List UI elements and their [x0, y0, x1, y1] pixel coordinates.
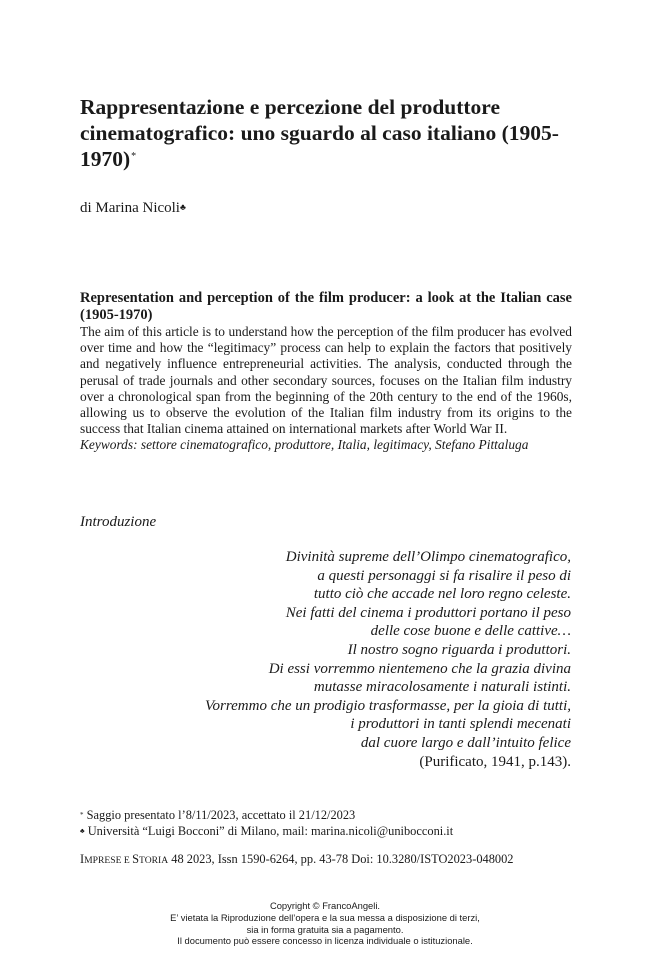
epigraph-line: Vorremmo che un prodigio trasformasse, per la gioia di tutti,: [205, 697, 571, 714]
abstract-section: [80, 290, 572, 454]
copyright-notice: [0, 900, 650, 947]
footnote-affiliation: [80, 823, 580, 839]
epigraph-citation: (Purificato, 1941, p.143).: [419, 753, 571, 770]
footnote-marker-asterisk: *: [80, 811, 84, 819]
author-name: di Marina Nicoli: [80, 200, 180, 216]
author-line: [80, 198, 186, 218]
copyright-line: Copyright © FrancoAngeli.: [269, 900, 381, 911]
abstract-keywords: Keywords: settore cinematografico, produttore, Italia, legitimacy, Stefano Pittaluga: [80, 437, 529, 453]
journal-name-part: MPRESE E: [84, 855, 133, 866]
author-footnote-marker: ♣: [179, 202, 186, 212]
journal-citation-line: [80, 851, 580, 869]
journal-details: 48 2023, Issn 1590-6264, pp. 43-78 Doi: 10.3280/ISTO2023-048002: [168, 852, 514, 866]
epigraph-line: i produttori in tanti splendi mecenati: [350, 716, 571, 733]
epigraph-line: Divinità supreme dell’Olimpo cinematografico,: [285, 549, 571, 565]
title-footnote-marker: *: [131, 151, 137, 162]
footnote-affiliation-text: Università “Luigi Bocconi” di Milano, mail: marina.nicoli@unibocconi.it: [87, 824, 454, 838]
epigraph-line: mutasse miracolosamente i naturali istinti.: [313, 679, 571, 696]
journal-name-part: TORIA: [139, 855, 169, 866]
copyright-line: sia in forma gratuita sia a pagamento.: [246, 923, 404, 935]
epigraph-line: dal cuore largo e dall’intuito felice: [360, 734, 571, 751]
copyright-line: Il documento può essere concesso in licenza individuale o istituzionale.: [177, 935, 473, 947]
footnote-submission: [80, 807, 580, 823]
footnote-submission-text: Saggio presentato l’8/11/2023, accettato il 21/12/2023: [86, 808, 356, 822]
footnote-marker-club: ♣: [80, 827, 85, 835]
journal-name-part: S: [132, 852, 140, 866]
epigraph-line: a questi personaggi si fa risalire il peso di: [317, 567, 571, 584]
footnotes: [80, 807, 580, 839]
epigraph-line: Il nostro sogno riguarda i produttori.: [347, 641, 571, 658]
abstract-title: Representation and perception of the film producer: a look at the Italian case (1905-1970): [80, 290, 572, 323]
epigraph-line: tutto ciò che accade nel loro regno celeste.: [313, 586, 571, 603]
epigraph-quote: [150, 548, 571, 771]
epigraph-line: Di essi vorremmo nientemeno che la grazia divina: [268, 660, 571, 677]
copyright-line: E’ vietata la Riproduzione dell’opera e la sua messa a disposizione di terzi,: [170, 911, 480, 923]
section-heading-introduzione: Introduzione: [80, 514, 157, 530]
journal-name-part: I: [80, 852, 85, 866]
article-title: [80, 94, 580, 172]
abstract-body: The aim of this article is to understand how the perception of the film producer has evolved over time and how the “legitimacy” process can help to explain the factors that positively and negatively influence entrepreneurial activities. The analysis, conducted through the perusal of trade journals and other secondary sources, focuses on the Italian film industry over a chronological span from the beginning of the 20th century to the end of the 1960s, allowing us to observe the evolution of the Italian film industry from its origins to the success that Italian cinema attained on international markets after World War II.: [80, 324, 572, 437]
epigraph-line: delle cose buone e delle cattive…: [370, 623, 571, 640]
article-title-text: Rappresentazione e percezione del produttore cinematografico: uno sguardo al caso italiano (1905-1970): [80, 95, 559, 171]
epigraph-line: Nei fatti del cinema i produttori portano il peso: [285, 604, 571, 621]
